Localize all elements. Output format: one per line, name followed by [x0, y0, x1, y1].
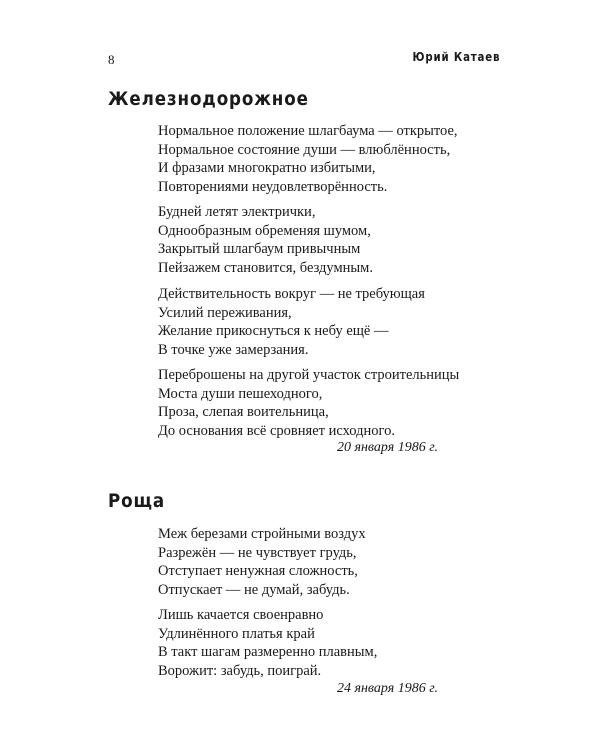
verse-line: Лишь качается своенравно	[158, 607, 324, 623]
verse-line: Проза, слепая воительница,	[158, 404, 329, 420]
poem-date: 20 января 1986 г.	[336, 440, 438, 455]
stanza	[158, 122, 458, 196]
verse-line: Нормальное положение шлагбаума — открытое,	[158, 123, 458, 139]
verse-line: Разрежён — не чувствует грудь,	[158, 544, 357, 561]
stanza	[158, 525, 366, 599]
verse-line: До основания всё сровняет исходного.	[158, 422, 395, 439]
stanza	[158, 606, 377, 680]
stanza	[158, 366, 459, 440]
verse-line: В такт шагам размеренно плавным,	[158, 644, 378, 660]
verse-line: Пейзажем становится, бездумным.	[158, 259, 373, 276]
verse-line: Желание прикоснуться к небу ещё —	[158, 323, 389, 339]
stanza	[158, 203, 373, 277]
running-head-author: Юрий Катаев	[412, 50, 500, 64]
poem-title: Роща	[108, 490, 166, 512]
verse-line: Отпускает — не думай, забудь.	[158, 581, 350, 598]
verse-line: И фразами многократно избитыми,	[158, 160, 376, 176]
verse-line: Будней летят электрички,	[158, 204, 316, 220]
verse-line: В точке уже замерзания.	[158, 341, 309, 358]
verse-line: Повторениями неудовлетворённость.	[158, 178, 388, 195]
verse-line: Усилий переживания,	[158, 304, 292, 321]
verse-line: Действительность вокруг — не требующая	[158, 286, 425, 302]
page-number: 8	[108, 52, 115, 67]
poem-date: 24 января 1986 г.	[336, 681, 438, 696]
verse-line: Нормальное состояние души — влюблённость,	[158, 141, 451, 158]
stanza	[158, 285, 425, 359]
poem-title: Железнодорожное	[108, 88, 309, 110]
verse-line: Удлинённого платья край	[158, 625, 315, 642]
verse-line: Ворожит: забудь, поиграй.	[158, 662, 322, 679]
verse-line: Однообразным обременяя шумом,	[158, 222, 371, 239]
verse-line: Закрытый шлагбаум привычным	[158, 241, 361, 257]
verse-line: Отступает ненужная сложность,	[158, 563, 358, 579]
verse-line: Меж березами стройными воздух	[158, 526, 366, 542]
verse-line: Переброшены на другой участок строительницы	[158, 367, 460, 383]
verse-line: Моста души пешеходного,	[158, 385, 323, 402]
